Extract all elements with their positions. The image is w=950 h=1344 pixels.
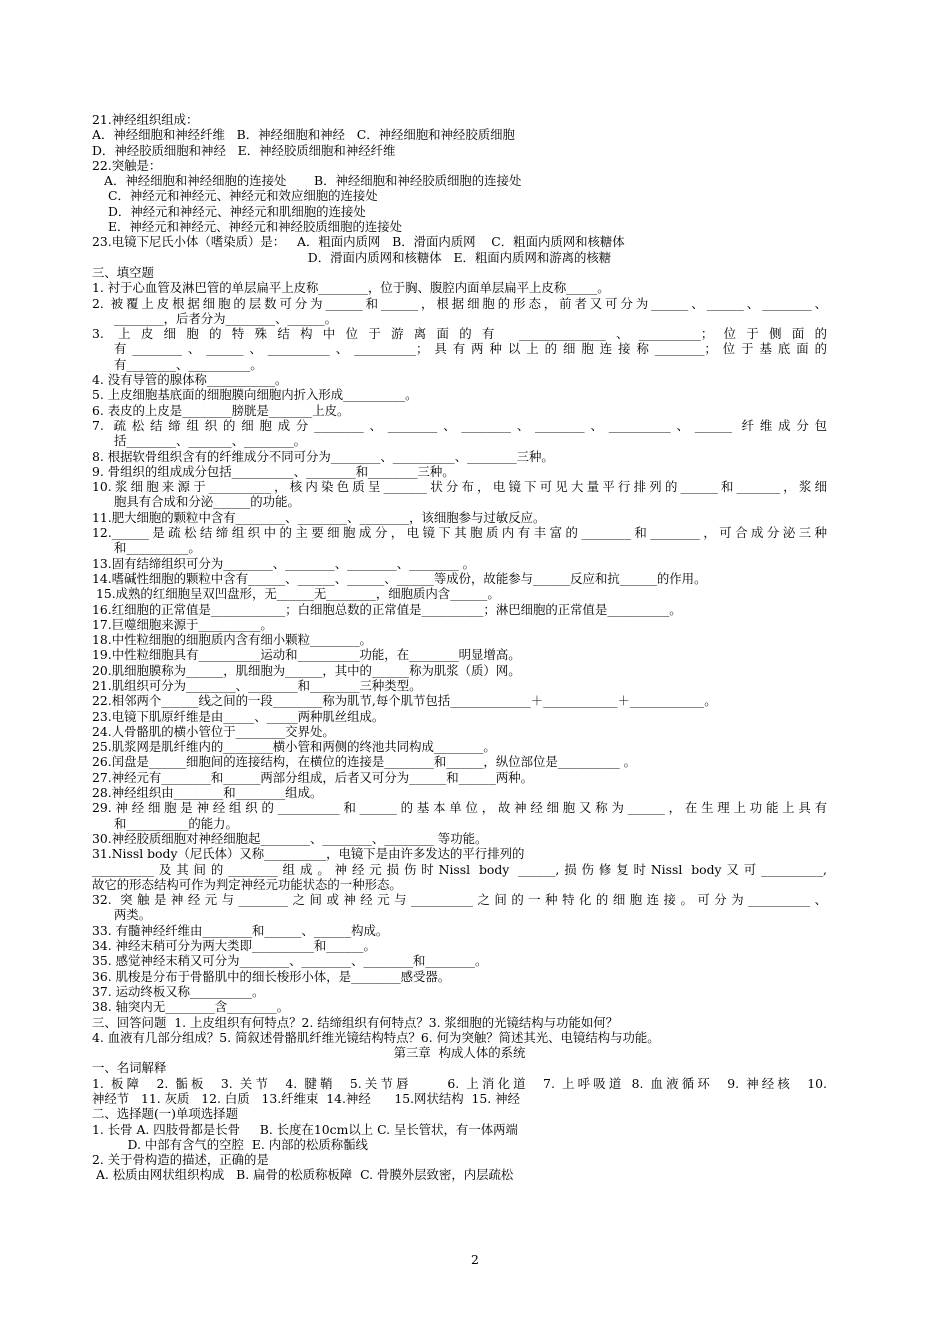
text-line: 1. 板障 2. 骺板 3. 关节 4. 腱鞘 5.关节唇 6. 上消化道 7. 上呼吸道 8. 血液循环 9. 神经核 10.: [92, 1075, 827, 1091]
text-line: 11.肥大细胞的颗粒中含有________、________、________，该细胞参与过敏反应。: [92, 509, 546, 525]
text-line: 三、回答问题 1. 上皮组织有何特点？2. 结缔组织有何特点？3. 浆细胞的光镜结构与功能如何？: [92, 1014, 619, 1030]
text-line: 9. 骨组织的组成成分包括__________、________和________三种。: [92, 463, 455, 479]
text-line: 36. 肌梭是分布于骨骼肌中的细长梭形小体，是________感受器。: [92, 968, 451, 984]
text-line: 30.神经胶质细胞对神经细胞起________、________、________ 等功能。: [92, 830, 488, 846]
text-line: 14.嗜碱性细胞的颗粒中含有______、______、______、______等成份，故能参与______反应和抗______的作用。: [92, 570, 707, 586]
text-line: D. 中部有含气的空腔 E. 内部的松质称骺线: [92, 1136, 368, 1152]
text-line: 22.突触是：: [92, 157, 162, 173]
text-line: 两类。: [114, 907, 152, 923]
text-line: 31.Nissl body（尼氏体）又称__________，电镜下是由许多发达的平行排列的: [92, 846, 525, 862]
text-line: 28.神经组织由________和________组成。: [92, 785, 323, 801]
text-line: 和__________的能力。: [114, 815, 238, 831]
text-line: __________及其间的________组成。神经元损伤时Nissl body ______,损伤修复时Nissl body又可__________,: [92, 861, 827, 877]
text-line: 8. 根据软骨组织含有的纤维成分不同可分为________、__________、________三种。: [92, 448, 554, 464]
text-line: 20.肌细胞膜称为______，肌细胞为______，其中的______称为肌浆（质）网。: [92, 662, 521, 678]
text-line: 17.巨噬细胞来源于__________。: [92, 616, 273, 632]
text-line: C．神经元和神经元、神经元和效应细胞的连接处: [108, 188, 378, 204]
text-line: D．神经元和神经元、神经元和肌细胞的连接处: [108, 203, 366, 219]
text-line: 22.相邻两个______线之间的一段________称为肌节,每个肌节包括_____________＋____________＋____________。: [92, 693, 717, 709]
text-line: 23.电镜下尼氏小体（嗜染质）是： A．粗面内质网 B．滑面内质网 C．粗面内质网和核糖体: [92, 234, 625, 250]
text-line: 有________、______、__________、__________；具有两种以上的细胞连接称________；位于基底面的: [114, 341, 827, 357]
text-line: 19.中性粒细胞具有__________运动和__________功能，在________明显增高。: [92, 647, 521, 663]
text-line: ________，后者分为________、______。: [114, 310, 338, 326]
text-line: 第三章 构成人体的系统: [393, 1045, 526, 1061]
text-line: 32. 突触是神经元与________之间或神经元与__________之间的一种特化的细胞连接。可分为__________、: [92, 892, 827, 908]
text-line: 35. 感觉神经末稍又可分为________、________、________和________。: [92, 953, 488, 969]
text-line: 25.肌浆网是肌纤维内的________横小管和两侧的终池共同构成________。: [92, 739, 496, 755]
text-line: 胞具有合成和分泌______的功能。: [114, 494, 300, 510]
text-line: 2. 被覆上皮根据细胞的层数可分为______和______，根据细胞的形态，前者又可分为______、______、________、: [92, 295, 827, 311]
text-line: 和__________。: [114, 540, 201, 556]
document-page: [92, 112, 827, 1183]
text-line: 有________、__________。: [114, 356, 263, 372]
text-line: 33. 有髓神经纤维由________和______、______构成。: [92, 922, 389, 938]
text-line: 4. 没有导管的腺体称___________。: [92, 372, 288, 388]
text-line: 13.固有结缔组织可分为________、________、________、________ 。: [92, 555, 475, 571]
text-line: 23.电镜下肌原纤维是由_____、_____两种肌丝组成。: [92, 708, 385, 724]
text-line: 21.肌组织可分为________、________和________三种类型。: [92, 677, 422, 693]
text-line: 1. 长骨 A. 四肢骨都是长骨 B. 长度在10cm以上 C. 呈长管状，有一体两端: [92, 1121, 518, 1137]
text-line: 10.浆细胞来源于__________，核内染色质呈_______状分布，电镜下可见大量平行排列的______和_______，浆细: [92, 479, 827, 495]
text-line: E．神经元和神经元、神经元和神经胶质细胞的连接处: [108, 219, 403, 235]
text-line: 三、填空题: [92, 264, 154, 280]
text-line: 5. 上皮细胞基底面的细胞膜向细胞内折入形成__________。: [92, 387, 418, 403]
text-line: 2. 关于骨构造的描述，正确的是: [92, 1152, 269, 1168]
text-line: D．滑面内质网和核糖体 E．粗面内质网和游离的核糖: [307, 249, 612, 265]
text-line: 故它的形态结构可作为判定神经元功能状态的一种形态。: [92, 876, 402, 892]
text-line: 18.中性粒细胞的细胞质内含有细小颗粒________。: [92, 632, 372, 648]
text-line: 24.人骨骼肌的横小管位于________交界处。: [92, 723, 335, 739]
text-line: 29.神经细胞是神经组织的__________和______的基本单位，故神经细胞又称为______，在生理上功能上具有: [92, 800, 827, 816]
text-line: 神经节 11. 灰质 12. 白质 13.纤维束 14.神经 15.网状结构 15. 神经: [92, 1091, 520, 1106]
text-line: 16.红细胞的正常值是____________；白细胞总数的正常值是__________；淋巴细胞的正常值是__________。: [92, 601, 682, 617]
text-line: 15.成熟的红细胞呈双凹盘形，无______无________，细胞质内含______。: [92, 586, 500, 602]
text-line: 3. 上皮细胞的特殊结构中位于游离面的有 ______________、__________；位于侧面的: [92, 326, 827, 342]
text-line: 26.闰盘是______细胞间的连接结构，在横位的连接是________和______，纵位部位是__________ 。: [92, 754, 637, 770]
text-line: 7. 疏松结缔组织的细胞成分________、________、________、________、__________、______ 纤维成分包: [92, 417, 827, 433]
text-line: 27.神经元有________和______两部分组成，后者又可分为______和______两种。: [92, 769, 533, 785]
text-line: 1. 衬于心血管及淋巴管的单层扁平上皮称________，位于胸、腹腔内面单层扁平上皮称_____。: [92, 280, 610, 296]
text-line: 37. 运动终板又称__________。: [92, 983, 265, 999]
text-line: A．神经细胞和神经纤维 B．神经细胞和神经 C．神经细胞和神经胶质细胞: [92, 127, 515, 143]
text-line: A．神经细胞和神经细胞的连接处 B．神经细胞和神经胶质细胞的连接处: [104, 173, 522, 189]
page-number: 2: [471, 1252, 479, 1267]
text-line: D．神经胶质细胞和神经 E．神经胶质细胞和神经纤维: [92, 142, 396, 158]
text-line: 12.______是疏松结缔组织中的主要细胞成分，电镜下其胞质内有丰富的________和________，可合成分泌三种: [92, 525, 827, 541]
text-line: 二、选择题(一)单项选择题: [92, 1106, 238, 1122]
text-line: 34. 神经末稍可分为两大类即__________和______。: [92, 938, 376, 954]
text-line: 括________、_______、________。: [114, 433, 307, 449]
text-line: A. 松质由网状组织构成 B. 扁骨的松质称板障 C. 骨膜外层致密，内层疏松: [92, 1167, 514, 1183]
text-line: 21.神经组织组成：: [92, 112, 199, 127]
text-line: 6. 表皮的上皮是________膀胱是_______上皮。: [92, 402, 350, 418]
text-line: 一、名词解释: [92, 1060, 167, 1076]
text-line: 4. 血液有几部分组成？5. 简叙述骨骼肌纤维光镜结构特点？6. 何为突触？简述其光、电镜结构与功能。: [92, 1029, 660, 1045]
text-line: 38. 轴突内无________含________。: [92, 999, 290, 1015]
